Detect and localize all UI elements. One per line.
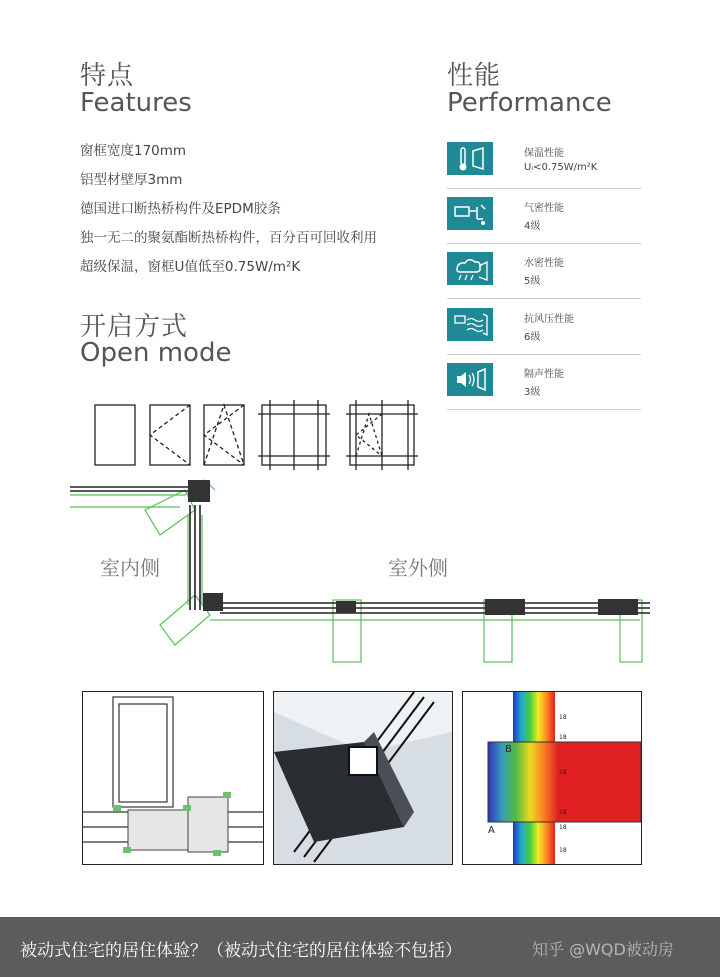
airflow-icon: [447, 197, 493, 230]
isotherm-label: 18: [559, 847, 567, 854]
open-mode-title-en: Open mode: [80, 338, 232, 368]
feature-item: 铝型材壁厚3mm: [80, 172, 183, 188]
performance-value: 6级: [524, 332, 541, 343]
isotherm-label: 18: [559, 809, 567, 816]
feature-item: 窗框宽度170mm: [80, 143, 187, 159]
window-section-drawing: [60, 475, 650, 670]
wind-icon: [447, 308, 493, 341]
double-window-diagram: [258, 400, 330, 470]
performance-row-acoustic: [447, 363, 641, 410]
thermometer-icon: [447, 142, 493, 175]
performance-row-insulation: [447, 142, 641, 189]
performance-value: 5级: [524, 276, 541, 287]
outdoor-label: 室外侧: [388, 556, 448, 580]
performance-name: 水密性能: [524, 258, 564, 269]
features-title-en: Features: [80, 88, 192, 118]
double-casement-window-diagram: [346, 400, 418, 470]
feature-item: 德国进口断热桥构件及EPDM胶条: [80, 201, 281, 217]
isotherm-label: 18: [559, 734, 567, 741]
caption-text: 被动式住宅的居住体验？（被动式住宅的居住体验不包括）: [20, 941, 462, 961]
fixed-window-diagram: [95, 405, 135, 465]
isotherm-label: 18: [559, 769, 567, 776]
profile-cross-section-image: [82, 691, 264, 865]
casement-window-diagram: [150, 405, 190, 465]
feature-item: 独一无二的聚氨酯断热桥构件，百分百可回收利用: [80, 230, 377, 246]
performance-value: Uᵢ<0.75W/m²K: [524, 162, 598, 173]
thermal-simulation-image: [462, 691, 642, 865]
profile-3d-render-image: [273, 691, 453, 865]
speaker-icon: [447, 363, 493, 396]
watermark: 知乎 @WQD被动房: [532, 940, 674, 959]
performance-name: 隔声性能: [524, 369, 564, 380]
features-title-cn: 特点: [80, 61, 135, 91]
indoor-label: 室内侧: [100, 556, 160, 580]
performance-title-cn: 性能: [447, 61, 502, 91]
feature-item: 超级保温，窗框U值低至0.75W/m²K: [80, 259, 301, 275]
performance-row-watertightness: [447, 252, 641, 299]
performance-name: 保温性能: [524, 148, 564, 159]
performance-row-airtightness: [447, 197, 641, 244]
performance-name: 抗风压性能: [524, 314, 574, 325]
features-list: [80, 137, 377, 282]
performance-title-en: Performance: [447, 88, 612, 118]
performance-value: 3级: [524, 387, 541, 398]
thermal-label-b: B: [505, 744, 512, 755]
thermal-label-a: A: [488, 825, 495, 836]
isotherm-label: 18: [559, 714, 567, 721]
open-mode-title-cn: 开启方式: [80, 312, 189, 342]
performance-row-wind: [447, 308, 641, 355]
open-mode-diagrams: [90, 400, 430, 470]
rain-icon: [447, 252, 493, 285]
performance-name: 气密性能: [524, 203, 564, 214]
performance-value: 4级: [524, 221, 541, 232]
isotherm-label: 18: [559, 824, 567, 831]
caption-bar: [0, 917, 720, 977]
tilt-turn-window-diagram: [204, 405, 244, 465]
